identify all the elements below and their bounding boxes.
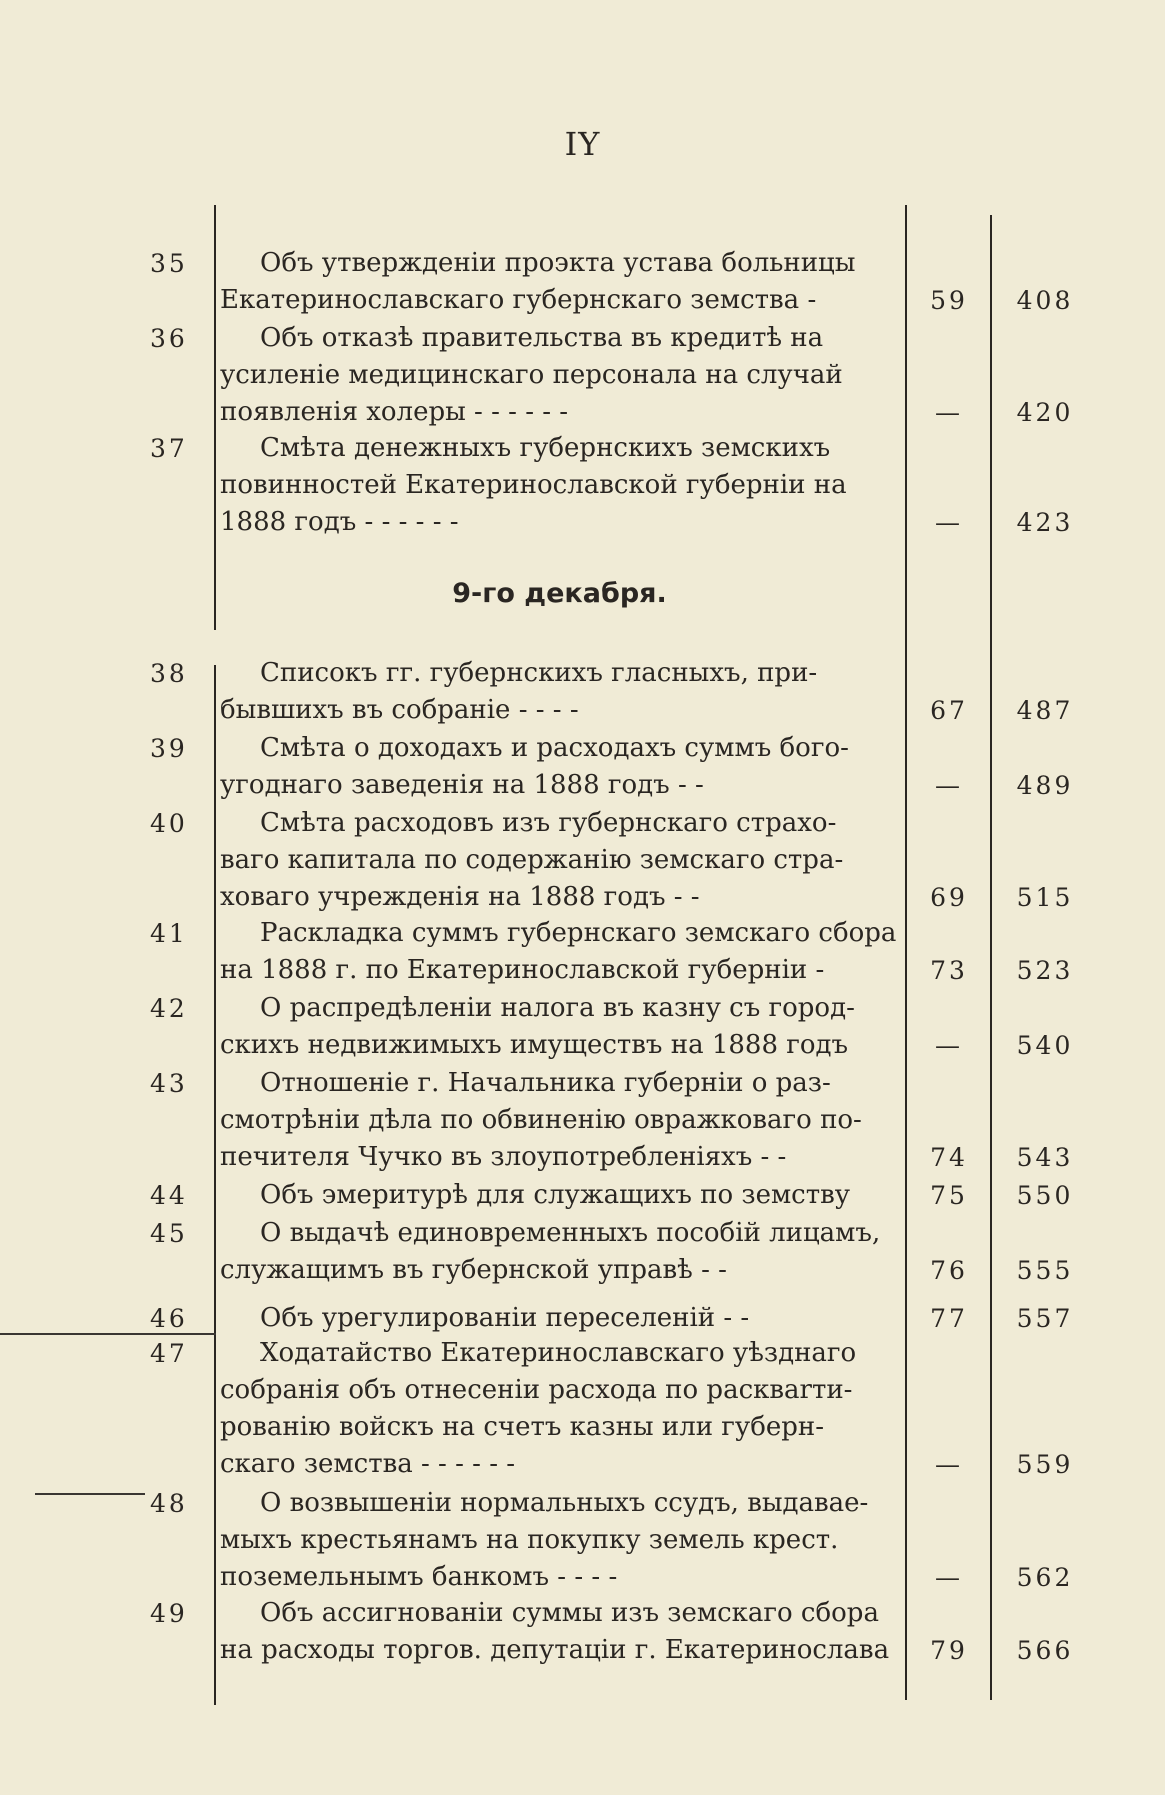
entry-title	[220, 915, 905, 989]
entry-title-line: Ходатайство Екатеринославскаго уѣзднаго	[260, 1338, 857, 1368]
entry-number: 48	[150, 1489, 188, 1518]
toc-entry	[0, 655, 1165, 729]
entry-number: 38	[150, 659, 188, 688]
entry-title-line: усиленіе медицинскаго персонала на случай	[220, 360, 843, 390]
entry-title	[220, 655, 905, 729]
page-number: IY	[564, 125, 601, 163]
toc-entry	[0, 1065, 1165, 1176]
entry-title-line: О выдачѣ единовременныхъ пособій лицамъ,	[260, 1218, 881, 1248]
entry-title-line: Смѣта о доходахъ и расходахъ суммъ бого-	[260, 733, 849, 763]
toc-entry	[0, 915, 1165, 989]
entry-number: 40	[150, 809, 188, 838]
entry-title	[220, 430, 905, 541]
toc-entry	[0, 320, 1165, 431]
entry-title-line: Списокъ гг. губернскихъ гласныхъ, при-	[260, 658, 818, 688]
entry-title-line: служащимъ въ губернской управѣ - -	[220, 1255, 727, 1285]
entry-number: 47	[150, 1339, 188, 1368]
entry-number: 35	[150, 249, 188, 278]
entry-title-line: 1888 годъ - - - - - -	[220, 507, 459, 537]
entry-title	[220, 730, 905, 804]
entry-title-line: на расходы торгов. депутаціи г. Екатеринослава	[220, 1635, 890, 1665]
entry-title-line: скихъ недвижимыхъ имуществъ на 1888 годъ	[220, 1030, 849, 1060]
entry-title	[220, 1300, 905, 1337]
toc-entry	[0, 1177, 1165, 1214]
appendix-page: 420	[1016, 398, 1074, 427]
journal-page: —	[935, 1450, 963, 1479]
journal-page: 79	[930, 1636, 968, 1665]
entry-title-line: поземельнымъ банкомъ - - - -	[220, 1562, 618, 1592]
appendix-page: 550	[1016, 1181, 1074, 1210]
entry-title-line: печителя Чучко въ злоупотребленіяхъ - -	[220, 1142, 787, 1172]
section-heading: 9-го декабря.	[452, 578, 667, 609]
journal-page: 74	[930, 1143, 968, 1172]
journal-page: 77	[930, 1304, 968, 1333]
pencil-mark-46	[0, 1333, 216, 1335]
entry-number: 42	[150, 994, 188, 1023]
appendix-page: 555	[1016, 1256, 1074, 1285]
journal-page: —	[935, 771, 963, 800]
entry-number: 36	[150, 324, 188, 353]
entry-title-line: повинностей Екатеринославской губерніи на	[220, 470, 847, 500]
entry-title-line: Объ эмеритурѣ для служащихъ по земству	[260, 1180, 851, 1210]
pencil-mark-48	[35, 1493, 145, 1495]
appendix-page: 489	[1016, 771, 1074, 800]
entry-title-line: Екатеринославскаго губернскаго земства -	[220, 285, 817, 315]
entry-number: 49	[150, 1599, 188, 1628]
journal-page: 76	[930, 1256, 968, 1285]
entry-number: 45	[150, 1219, 188, 1248]
journal-page: 67	[930, 696, 968, 725]
entry-title-line: мыхъ крестьянамъ на покупку земель крест.	[220, 1525, 839, 1555]
appendix-page: 523	[1016, 956, 1074, 985]
entry-title-line: Объ урегулированіи переселеній - -	[260, 1303, 750, 1333]
entry-title-line: О распредѣленіи налога въ казну съ город-	[260, 993, 855, 1023]
toc-entry	[0, 1215, 1165, 1289]
appendix-page: 566	[1016, 1636, 1074, 1665]
toc-entry	[0, 990, 1165, 1064]
entry-title-line: Отношеніе г. Начальника губерніи о раз-	[260, 1068, 831, 1098]
entry-title	[220, 990, 905, 1064]
entry-title	[220, 1215, 905, 1289]
entry-title-line: Смѣта расходовъ изъ губернскаго страхо-	[260, 808, 837, 838]
journal-page: —	[935, 508, 963, 537]
toc-entry	[0, 1595, 1165, 1669]
entry-title-line: угоднаго заведенія на 1888 годъ - -	[220, 770, 704, 800]
entry-title-line: скаго земства - - - - - -	[220, 1449, 516, 1479]
appendix-page: 557	[1016, 1304, 1074, 1333]
entry-title-line: Объ отказѣ правительства въ кредитѣ на	[260, 323, 824, 353]
entry-title	[220, 320, 905, 431]
appendix-page: 408	[1016, 286, 1074, 315]
appendix-page: 543	[1016, 1143, 1074, 1172]
toc-entry	[0, 1300, 1165, 1337]
entry-title-line: бывшихъ въ собраніе - - - -	[220, 695, 579, 725]
entry-title-line: Смѣта денежныхъ губернскихъ земскихъ	[260, 433, 831, 463]
entry-title	[220, 805, 905, 916]
toc-entry	[0, 805, 1165, 916]
entry-title	[220, 245, 905, 319]
toc-entry	[0, 1335, 1165, 1483]
entry-title-line: на 1888 г. по Екатеринославской губерніи -	[220, 955, 825, 985]
entry-number: 37	[150, 434, 188, 463]
entry-number: 43	[150, 1069, 188, 1098]
appendix-page: 515	[1016, 883, 1074, 912]
toc-entry	[0, 245, 1165, 319]
entry-title-line: ховаго учрежденія на 1888 годъ - -	[220, 882, 700, 912]
journal-page: —	[935, 398, 963, 427]
entry-title-line: Объ утвержденіи проэкта устава больницы	[260, 248, 856, 278]
entry-title	[220, 1485, 905, 1596]
entry-title-line: появленія холеры - - - - - -	[220, 397, 569, 427]
journal-page: 73	[930, 956, 968, 985]
journal-page: —	[935, 1031, 963, 1060]
entry-number: 39	[150, 734, 188, 763]
entry-number: 41	[150, 919, 188, 948]
entry-number: 44	[150, 1181, 188, 1210]
toc-entry	[0, 730, 1165, 804]
entry-title-line: рованію войскъ на счетъ казны или губерн-	[220, 1412, 825, 1442]
appendix-page: 562	[1016, 1563, 1074, 1592]
appendix-page: 487	[1016, 696, 1074, 725]
appendix-page: 423	[1016, 508, 1074, 537]
entry-title-line: О возвышеніи нормальныхъ ссудъ, выдавае-	[260, 1488, 869, 1518]
entry-title-line: смотрѣніи дѣла по обвиненію овражковаго по-	[220, 1105, 862, 1135]
appendix-page: 540	[1016, 1031, 1074, 1060]
appendix-page: 559	[1016, 1450, 1074, 1479]
journal-page: —	[935, 1563, 963, 1592]
entry-number: 46	[150, 1304, 188, 1333]
entry-title	[220, 1595, 905, 1669]
entry-title-line: Раскладка суммъ губернскаго земскаго сбора	[260, 918, 897, 948]
journal-page: 69	[930, 883, 968, 912]
journal-page: 75	[930, 1181, 968, 1210]
journal-page: 59	[930, 286, 968, 315]
entry-title-line: Объ ассигнованіи суммы изъ земскаго сбора	[260, 1598, 879, 1628]
entry-title	[220, 1335, 905, 1483]
entry-title	[220, 1177, 905, 1214]
entry-title-line: собранія объ отнесеніи расхода по расквarти-	[220, 1375, 853, 1405]
entry-title-line: ваго капитала по содержанію земскаго стра-	[220, 845, 844, 875]
toc-entry	[0, 430, 1165, 541]
entry-title	[220, 1065, 905, 1176]
toc-entry	[0, 1485, 1165, 1596]
